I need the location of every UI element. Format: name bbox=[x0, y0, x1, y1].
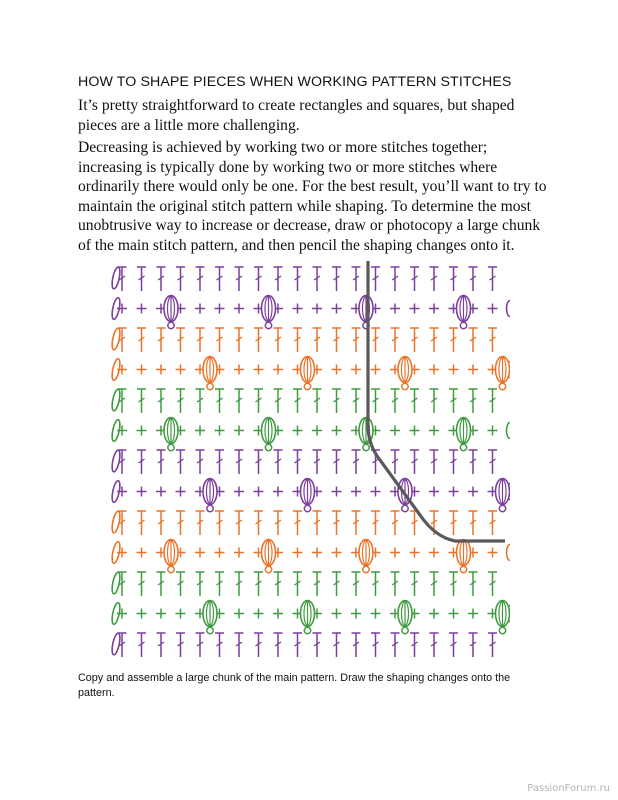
puff-stitch bbox=[363, 566, 369, 572]
puff-stitch bbox=[168, 322, 174, 328]
chain-stitch bbox=[507, 301, 511, 317]
turning-chain bbox=[111, 267, 122, 290]
puff-stitch bbox=[402, 505, 408, 511]
turning-chain bbox=[111, 511, 122, 534]
puff-stitch bbox=[168, 566, 174, 572]
turning-chain bbox=[111, 450, 122, 473]
chain-stitch bbox=[507, 545, 511, 561]
puff-stitch bbox=[363, 444, 369, 450]
puff-stitch bbox=[304, 505, 310, 511]
turning-chain bbox=[111, 328, 122, 351]
puff-stitch bbox=[265, 322, 271, 328]
puff-stitch bbox=[499, 383, 505, 389]
puff-stitch bbox=[207, 505, 213, 511]
body-paragraph: Decreasing is achieved by working two or more stitches together; increasing is typically done by working two or more stitches where ordinarily there would only be one. For the best result, you’ll want to try to maintain the original stitch pattern while shaping. To determine the most unobtrusive way to increase or decrease, draw or photocopy a large chunk of the main stitch pattern, and then pencil the shaping changes onto it. bbox=[78, 139, 547, 254]
crochet-stitch-chart bbox=[100, 255, 510, 665]
intro-paragraph: It’s pretty straightforward to create rectangles and squares, but shaped pieces are a little more challenging. bbox=[78, 97, 515, 134]
watermark: PassionForum.ru bbox=[527, 783, 610, 794]
puff-stitch bbox=[265, 444, 271, 450]
puff-stitch bbox=[460, 444, 466, 450]
turning-chain bbox=[111, 633, 122, 656]
puff-stitch bbox=[168, 444, 174, 450]
section-heading: HOW TO SHAPE PIECES WHEN WORKING PATTERN STITCHES bbox=[78, 74, 512, 90]
turning-chain bbox=[111, 572, 122, 595]
puff-stitch bbox=[207, 627, 213, 633]
chain-stitch bbox=[507, 423, 511, 439]
turning-chain bbox=[111, 389, 122, 412]
puff-stitch bbox=[460, 322, 466, 328]
puff-stitch bbox=[460, 566, 466, 572]
puff-stitch bbox=[402, 383, 408, 389]
puff-stitch bbox=[499, 627, 505, 633]
puff-stitch bbox=[304, 627, 310, 633]
shaping-line bbox=[368, 261, 505, 541]
puff-stitch bbox=[207, 383, 213, 389]
puff-stitch bbox=[402, 627, 408, 633]
puff-stitch bbox=[499, 505, 505, 511]
puff-stitch bbox=[304, 383, 310, 389]
puff-stitch bbox=[265, 566, 271, 572]
figure-caption: Copy and assemble a large chunk of the main pattern. Draw the shaping changes onto the pattern. bbox=[78, 672, 511, 699]
